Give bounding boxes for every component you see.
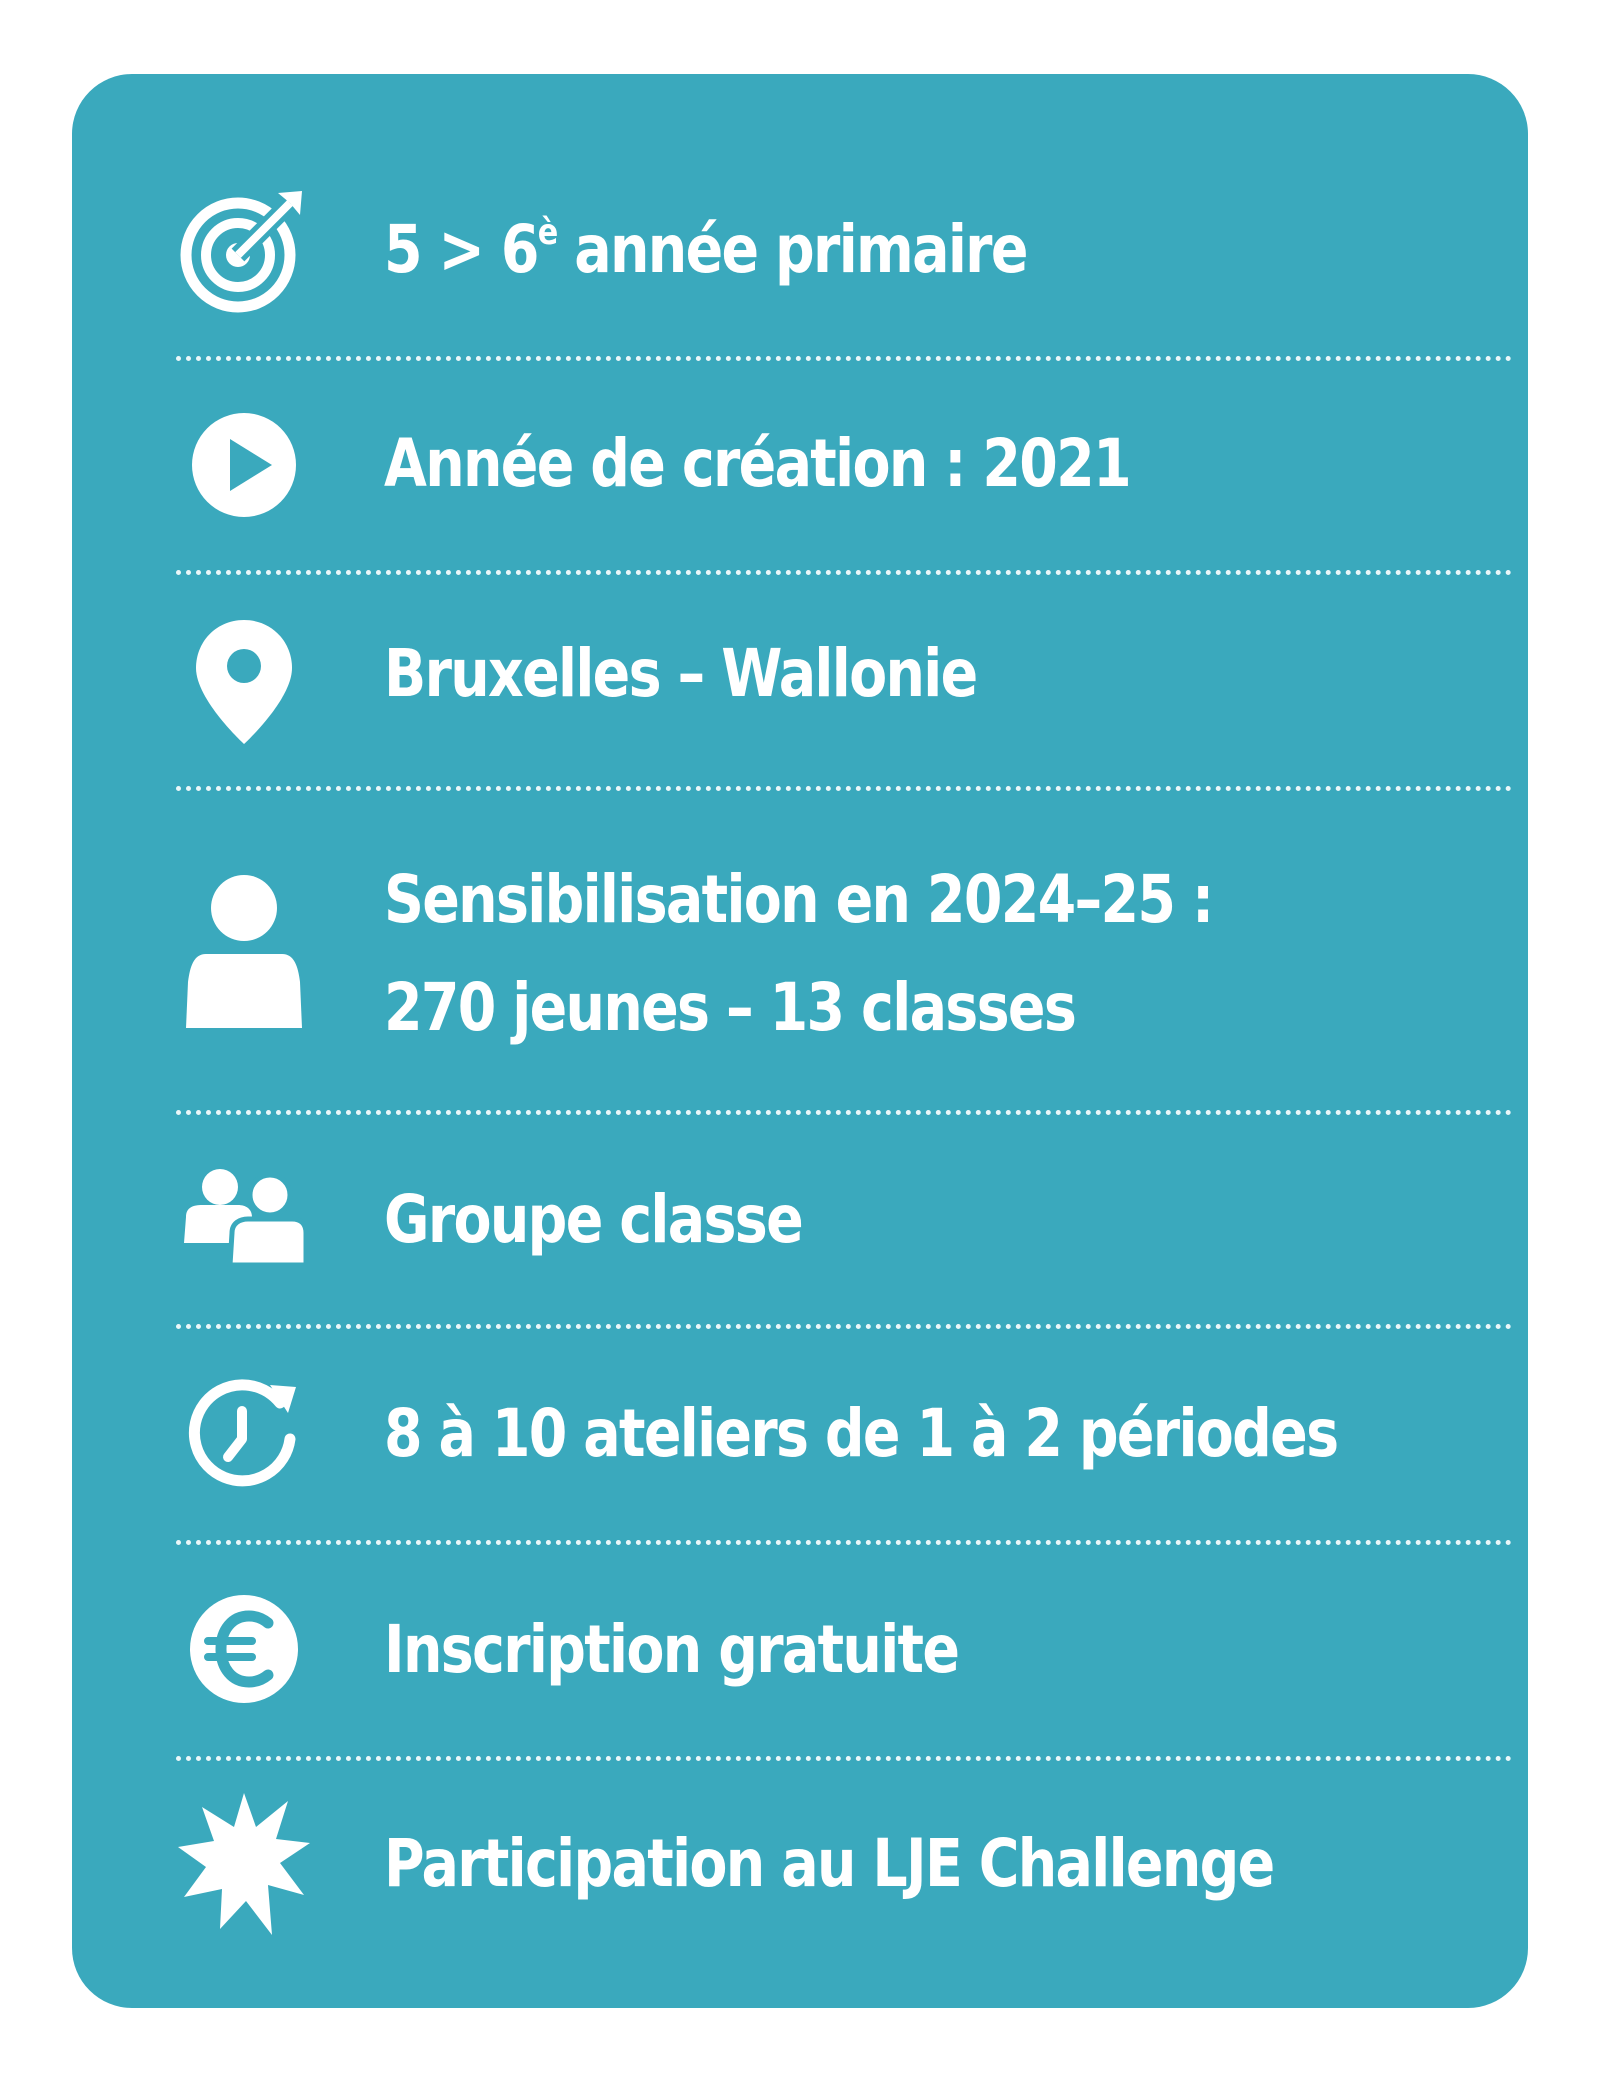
info-text: Participation au LJE Challenge [384,1825,1274,1902]
splash-star-icon [174,1784,314,1944]
dotted-divider [176,570,1512,575]
info-text-line-2: 270 jeunes – 13 classes [384,969,1076,1046]
level-description: année primaire [556,211,1027,288]
group-icon [174,1152,314,1282]
info-row-challenge [72,1784,1528,1944]
play-icon [174,400,314,530]
info-row-region [72,612,1528,752]
dotted-divider [176,786,1512,791]
person-icon [174,834,314,1074]
location-pin-icon [174,612,314,752]
level-range: 5 > 6 [384,211,538,288]
info-row-workshops [72,1368,1528,1498]
info-row-creation-year [72,400,1528,530]
info-row-level [72,184,1528,314]
dotted-divider [176,1756,1512,1761]
info-row-registration [72,1584,1528,1714]
info-text-line-1: Sensibilisation en 2024–25 : [384,861,1213,938]
info-card [72,74,1528,2008]
info-text: Bruxelles – Wallonie [384,635,977,712]
dotted-divider [176,1540,1512,1545]
dotted-divider [176,356,1512,361]
info-text: Année de création : 2021 [384,425,1130,502]
info-row-group [72,1152,1528,1282]
info-text: 8 à 10 ateliers de 1 à 2 périodes [384,1395,1338,1472]
dotted-divider [176,1324,1512,1329]
clock-refresh-icon [174,1368,314,1498]
info-text: Inscription gratuite [384,1611,959,1688]
target-icon [174,184,314,314]
info-text [384,194,1027,306]
info-text: Groupe classe [384,1181,803,1258]
dotted-divider [176,1110,1512,1115]
info-row-awareness [72,834,1528,1074]
euro-icon [174,1584,314,1714]
level-ordinal-suffix: è [537,212,557,253]
